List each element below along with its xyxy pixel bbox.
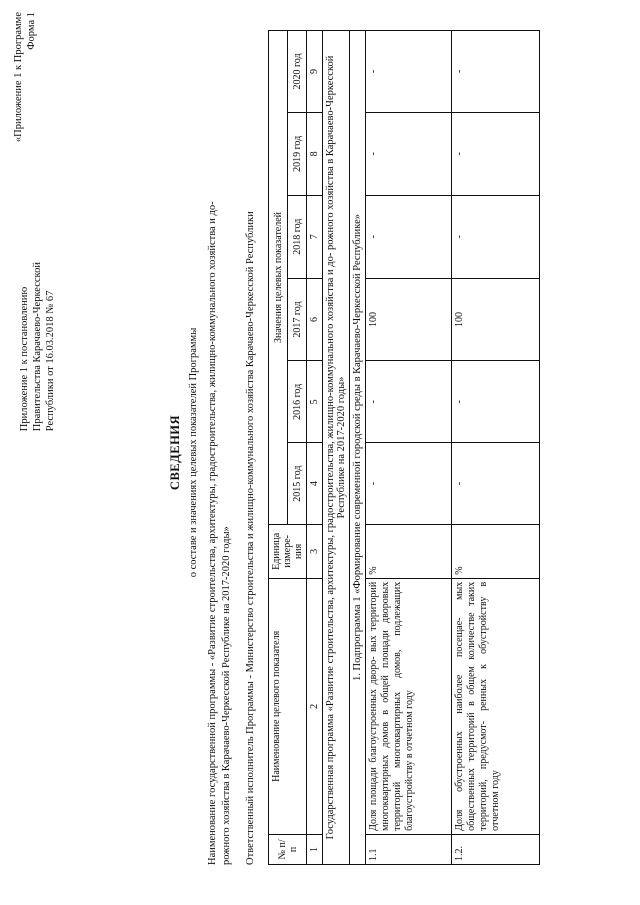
column-number-row [307, 31, 323, 865]
row-value: - [452, 443, 540, 525]
column-number: 7 [307, 195, 323, 278]
header-unit: Единица измере- ния [269, 524, 307, 578]
table-row [452, 31, 540, 865]
indicators-table [268, 30, 540, 865]
decree-line-1: Приложение 1 к постановлению [19, 286, 30, 432]
row-value: - [366, 443, 452, 525]
row-value: - [452, 195, 540, 278]
column-number: 4 [307, 443, 323, 525]
decree-reference [18, 262, 57, 431]
document-title: СВЕДЕНИЯ [168, 414, 182, 491]
column-number: 1 [307, 834, 323, 864]
responsible-executor: Ответственный исполнитель Программы - Министерство строительства и жилищно-коммунального хозяйства Карачаево-Черкесской Республики [245, 211, 256, 865]
header-number: № п/п [269, 834, 307, 864]
header-year: 2015 год [288, 443, 307, 525]
row-value: - [452, 31, 540, 113]
header-values: Значения целевых показателей [269, 31, 288, 525]
row-number: 1.1 [366, 834, 452, 864]
column-number: 5 [307, 361, 323, 443]
table-row [366, 31, 452, 865]
column-number: 6 [307, 278, 323, 361]
annex-reference [12, 12, 38, 142]
column-number: 8 [307, 112, 323, 195]
program-name-line-2: рожного хозяйства в Карачаево-Черкесской Республике на 2017-2020 годы» [221, 526, 232, 865]
row-value: - [366, 361, 452, 443]
column-number: 2 [307, 578, 323, 834]
annex-line: «Приложение 1 к Программе [13, 12, 24, 143]
column-number: 3 [307, 524, 323, 578]
row-indicator-name: Доля обустроенных наиболее посещае- мых общественных территорий в общем количестве таких территорий, предусмот- ренных к обустройству в отчетном году [452, 578, 540, 834]
header-indicator-name: Наименование целевого показателя [269, 578, 307, 834]
subprogram-row [350, 31, 366, 865]
row-value: - [366, 112, 452, 195]
program-name-line-1: Наименование государственной программы - «Развитие строительства, архитектуры, градостроительства, жилищно-коммунального хозяйства и до- [207, 201, 218, 865]
header-year: 2017 год [288, 278, 307, 361]
program-row-text: Государственная программа «Развитие строительства, архитектуры, градостроительства, жилищно-коммунального хозяйства и до- рожного хозяйства в Карачаево-Черкесской Республике на 2017-2020 годы» [323, 31, 350, 865]
row-value: 100 [452, 278, 540, 361]
row-unit: % [366, 524, 452, 578]
header-year: 2018 год [288, 195, 307, 278]
document-subtitle: о составе и значениях целевых показателей Программы [188, 327, 199, 578]
row-value: - [366, 195, 452, 278]
row-value: - [452, 112, 540, 195]
row-value: 100 [366, 278, 452, 361]
row-number: 1.2. [452, 834, 540, 864]
program-row [323, 31, 350, 865]
header-year: 2019 год [288, 112, 307, 195]
decree-line-2: Правительства Карачаево-Черкесской [32, 262, 43, 432]
program-name [206, 5, 234, 865]
subprogram-row-text: 1. Подпрограмма 1 «Формирование современной городской среды в Карачаево-Черкесской Республике» [350, 31, 366, 865]
decree-line-3: Республики от 16.03.2018 № 67 [45, 290, 56, 432]
row-value: - [366, 31, 452, 113]
row-value: - [452, 361, 540, 443]
row-unit: % [452, 524, 540, 578]
column-number: 9 [307, 31, 323, 113]
form-number: Форма 1 [26, 12, 37, 50]
table-header-row [269, 31, 288, 865]
header-year: 2016 год [288, 361, 307, 443]
row-indicator-name: Доля площади благоустроенных дворо- вых территорий многоквартирных домов в общей площади дворовых территорий многоквартирных домов, подлежащих благоустройству в отчетном году [366, 578, 452, 834]
header-year: 2020 год [288, 31, 307, 113]
